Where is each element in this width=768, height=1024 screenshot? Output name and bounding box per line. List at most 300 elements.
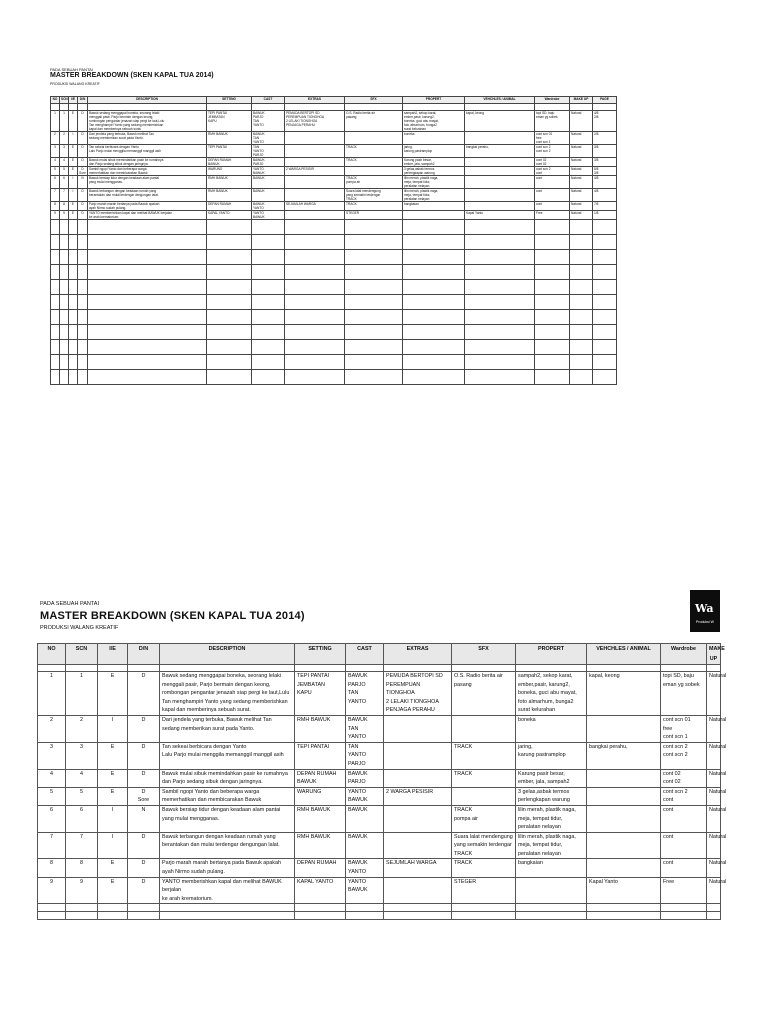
empty-cell xyxy=(570,280,593,295)
cell-sfx xyxy=(345,167,403,176)
cell-vehicles xyxy=(465,189,535,202)
empty-cell xyxy=(60,265,69,280)
empty-cell xyxy=(69,370,78,385)
column-header: CAST xyxy=(252,97,285,104)
cell-propert: sampah2, sekop karat, ember,pasir, karung2, boneka, guci abu mayat, foto almarhum, bunga2 surat kelurahan xyxy=(516,672,587,716)
empty-cell xyxy=(69,340,78,355)
cell-vehicles xyxy=(465,176,535,189)
empty-cell xyxy=(593,235,617,250)
cell-cast: BAWUK PARJO TAN YANTO xyxy=(252,111,285,132)
empty-cell xyxy=(285,370,345,385)
spacer-cell xyxy=(465,104,535,111)
empty-cell xyxy=(78,280,88,295)
empty-cell xyxy=(207,370,252,385)
cell-sfx: TRACK xyxy=(345,202,403,211)
empty-cell xyxy=(252,295,285,310)
cell-cast: YANTO BAWUK xyxy=(252,211,285,220)
empty-cell xyxy=(252,370,285,385)
empty-cell xyxy=(285,220,345,235)
spacer-cell xyxy=(66,665,98,672)
cell-wardrobe: cont scn 2 cont scn 2 xyxy=(661,742,707,769)
empty-cell xyxy=(570,325,593,340)
cell-makeup: Natural xyxy=(707,742,721,769)
cell-dn: D xyxy=(128,742,160,769)
cell-page: 5/8 3/8 xyxy=(593,167,617,176)
cell-sfx: Suara lalat mendengung yang semakin terdengar TRACK xyxy=(452,832,516,859)
empty-cell xyxy=(69,280,78,295)
column-header: NO xyxy=(38,644,66,665)
cell-ie: I xyxy=(98,832,128,859)
empty-cell xyxy=(88,295,207,310)
cell-extras: SEJUMLAH WARGA xyxy=(384,859,452,877)
cell-cast: BAWUK PARJO TAN YANTO xyxy=(346,672,384,716)
cell-no: 5 xyxy=(38,787,66,805)
empty-cell xyxy=(252,235,285,250)
table-row xyxy=(38,877,721,904)
cell-setting: RMH BAWUK xyxy=(207,189,252,202)
empty-cell xyxy=(51,340,60,355)
empty-cell xyxy=(570,265,593,280)
cell-wardrobe: cont 02 cont 02 xyxy=(535,158,570,167)
empty-cell xyxy=(570,370,593,385)
empty-cell xyxy=(207,250,252,265)
empty-row xyxy=(38,912,721,920)
column-header: CAST xyxy=(346,644,384,665)
empty-cell xyxy=(661,904,707,912)
spacer-cell xyxy=(384,665,452,672)
empty-cell xyxy=(403,235,465,250)
empty-cell xyxy=(535,220,570,235)
cell-dn: D xyxy=(128,832,160,859)
table-row xyxy=(51,145,617,158)
empty-cell xyxy=(69,250,78,265)
cell-wardrobe: cont scn 01 free cont scn 1 xyxy=(535,132,570,145)
empty-cell xyxy=(570,250,593,265)
empty-cell xyxy=(51,265,60,280)
empty-row xyxy=(38,904,721,912)
spacer-cell xyxy=(345,104,403,111)
logo-subtext: Produksi W xyxy=(696,620,714,624)
cell-ie: E xyxy=(98,742,128,769)
empty-cell xyxy=(403,310,465,325)
spacer-cell xyxy=(587,665,661,672)
empty-cell xyxy=(345,280,403,295)
cell-extras xyxy=(384,715,452,742)
document-title: MASTER BREAKDOWN (SKEN KAPAL TUA 2014) xyxy=(50,72,214,79)
empty-cell xyxy=(60,250,69,265)
column-header: D/N xyxy=(78,97,88,104)
cell-scn: 7 xyxy=(66,832,98,859)
empty-row xyxy=(51,235,617,250)
cell-setting: DEPAN RUMAH xyxy=(295,859,346,877)
empty-cell xyxy=(465,295,535,310)
cell-dn: D xyxy=(78,145,88,158)
empty-cell xyxy=(384,912,452,920)
cell-dn: D Sore xyxy=(128,787,160,805)
table-row xyxy=(51,111,617,132)
empty-cell xyxy=(78,295,88,310)
empty-cell xyxy=(51,325,60,340)
empty-cell xyxy=(252,280,285,295)
empty-row xyxy=(51,325,617,340)
cell-dn: D xyxy=(78,158,88,167)
empty-cell xyxy=(570,355,593,370)
cell-extras xyxy=(384,805,452,832)
cell-ie: E xyxy=(98,859,128,877)
table-row xyxy=(38,832,721,859)
cell-extras xyxy=(285,176,345,189)
cell-vehicles xyxy=(587,832,661,859)
empty-cell xyxy=(60,280,69,295)
empty-cell xyxy=(587,904,661,912)
empty-cell xyxy=(51,355,60,370)
empty-cell xyxy=(403,220,465,235)
cell-wardrobe: cont 02 cont 02 xyxy=(661,769,707,787)
cell-setting: KAPAL YANTO xyxy=(207,211,252,220)
empty-cell xyxy=(51,220,60,235)
empty-cell xyxy=(78,265,88,280)
empty-cell xyxy=(403,325,465,340)
cell-description: Tan sekeai berbicara dengan Yanto Lalu Parjo mulai menggila memanggil manggil asih xyxy=(88,145,207,158)
table-row xyxy=(51,176,617,189)
empty-cell xyxy=(69,265,78,280)
cell-no: 7 xyxy=(38,832,66,859)
cell-no: 3 xyxy=(38,742,66,769)
cell-sfx: TRACK pompa air xyxy=(345,176,403,189)
cell-page: 4/8 xyxy=(593,176,617,189)
cell-ie: E xyxy=(69,211,78,220)
spacer-cell xyxy=(295,665,346,672)
empty-cell xyxy=(403,295,465,310)
cell-dn: D xyxy=(78,189,88,202)
empty-cell xyxy=(593,310,617,325)
empty-cell xyxy=(403,280,465,295)
cell-cast: TAN YANTO PARJO xyxy=(252,145,285,158)
empty-row xyxy=(51,295,617,310)
cell-sfx: O.S. Radio berita air pasang xyxy=(452,672,516,716)
cell-extras: PEMUDA BERTOPI SD PEREMPUAN TIONGHOA 2 LELAKI TIONGHOA PENJAGA PERAHU xyxy=(285,111,345,132)
empty-cell xyxy=(51,235,60,250)
empty-cell xyxy=(252,355,285,370)
empty-cell xyxy=(51,280,60,295)
empty-cell xyxy=(38,912,66,920)
empty-cell xyxy=(535,280,570,295)
cell-extras xyxy=(384,832,452,859)
cell-setting: DEPAN RUMAH BAWUK xyxy=(207,158,252,167)
empty-cell xyxy=(60,370,69,385)
cell-ie: E xyxy=(98,787,128,805)
empty-cell xyxy=(207,265,252,280)
empty-cell xyxy=(465,280,535,295)
empty-cell xyxy=(285,355,345,370)
empty-cell xyxy=(570,220,593,235)
logo-text: Wa xyxy=(695,602,714,615)
empty-cell xyxy=(88,325,207,340)
empty-cell xyxy=(465,340,535,355)
empty-row xyxy=(51,280,617,295)
empty-cell xyxy=(403,340,465,355)
column-header: NO xyxy=(51,97,60,104)
empty-cell xyxy=(593,220,617,235)
cell-no: 9 xyxy=(38,877,66,904)
empty-cell xyxy=(207,295,252,310)
empty-cell xyxy=(345,310,403,325)
cell-cast: BAWUK xyxy=(252,176,285,189)
cell-no: 5 xyxy=(51,167,60,176)
spacer-cell xyxy=(570,104,593,111)
cell-makeup: Natural xyxy=(707,672,721,716)
empty-cell xyxy=(465,370,535,385)
empty-cell xyxy=(593,340,617,355)
empty-cell xyxy=(535,340,570,355)
empty-cell xyxy=(535,265,570,280)
empty-cell xyxy=(593,280,617,295)
empty-row xyxy=(51,265,617,280)
empty-cell xyxy=(403,265,465,280)
empty-cell xyxy=(51,295,60,310)
cell-scn: 1 xyxy=(60,111,69,132)
empty-cell xyxy=(252,340,285,355)
walang-logo xyxy=(690,590,720,632)
table-row xyxy=(38,672,721,716)
cell-extras: SEJUMLAH WARGA xyxy=(285,202,345,211)
cell-scn: 9 xyxy=(60,211,69,220)
empty-cell xyxy=(570,295,593,310)
cell-setting: RMH BAWUK xyxy=(295,832,346,859)
table-row xyxy=(51,211,617,220)
cell-scn: 6 xyxy=(60,176,69,189)
cell-sfx: STEGER xyxy=(452,877,516,904)
empty-cell xyxy=(160,904,295,912)
empty-cell xyxy=(207,340,252,355)
cell-page: 1/8 xyxy=(593,211,617,220)
empty-cell xyxy=(465,250,535,265)
cell-setting: DEPAN RUMAH xyxy=(207,202,252,211)
cell-description: Sambil ngopi Yanto dan beberapa warga memerhatikan dan membicarakan Bawuk xyxy=(88,167,207,176)
empty-cell xyxy=(535,235,570,250)
cell-description: Dari jendela yang terbuka, Bawuk melihat Tan sedang memberikan surat pada Yanto. xyxy=(88,132,207,145)
spacer-cell xyxy=(69,104,78,111)
cell-description: Bawuk bersiap tidur dengan keadaan alam pantai yang mulai mengganas. xyxy=(88,176,207,189)
cell-cast: BAWUK YANTO xyxy=(252,202,285,211)
empty-cell xyxy=(345,250,403,265)
empty-cell xyxy=(465,355,535,370)
cell-propert: bangkaian xyxy=(403,202,465,211)
cell-propert: Karung pasir besar, ember, jala, sampah2 xyxy=(516,769,587,787)
empty-cell xyxy=(295,912,346,920)
empty-cell xyxy=(285,295,345,310)
cell-extras xyxy=(285,145,345,158)
empty-cell xyxy=(285,340,345,355)
empty-row xyxy=(51,250,617,265)
cell-ie: I xyxy=(69,189,78,202)
empty-cell xyxy=(51,370,60,385)
cell-dn: D xyxy=(78,202,88,211)
cell-dn: D xyxy=(128,715,160,742)
cell-page: 2/8 xyxy=(593,132,617,145)
cell-description: Parjo marah marah bertanya pada Bawuk apakah ayah Nirmo sudah pulang. xyxy=(88,202,207,211)
empty-cell xyxy=(345,340,403,355)
cell-ie: E xyxy=(69,167,78,176)
cell-extras xyxy=(285,158,345,167)
table-row xyxy=(51,132,617,145)
cell-wardrobe: topi SD, baju eman yg sobek xyxy=(661,672,707,716)
cell-propert: 3 gelas,asbak termos perlengkapan warung xyxy=(403,167,465,176)
spacer-cell xyxy=(661,665,707,672)
cell-ie: I xyxy=(69,132,78,145)
cell-sfx: TRACK pompa air xyxy=(452,805,516,832)
spacer-cell xyxy=(593,104,617,111)
cell-wardrobe: cont xyxy=(535,202,570,211)
empty-cell xyxy=(69,235,78,250)
cell-makeup: Natural xyxy=(570,132,593,145)
empty-cell xyxy=(60,295,69,310)
empty-cell xyxy=(285,250,345,265)
cell-scn: 8 xyxy=(60,202,69,211)
empty-cell xyxy=(207,220,252,235)
table-row xyxy=(51,189,617,202)
table-row xyxy=(51,158,617,167)
column-header: PAGE xyxy=(593,97,617,104)
cell-makeup: Natural xyxy=(707,805,721,832)
cell-ie: E xyxy=(98,769,128,787)
document-page-preview xyxy=(48,60,616,470)
cell-setting: RMH BAWUK xyxy=(207,132,252,145)
cell-sfx: TRACK xyxy=(345,145,403,158)
empty-cell xyxy=(60,235,69,250)
cell-vehicles xyxy=(587,787,661,805)
empty-cell xyxy=(78,340,88,355)
column-header: SFX xyxy=(452,644,516,665)
cell-makeup: Natural xyxy=(570,176,593,189)
cell-vehicles: kapal, keong xyxy=(465,111,535,132)
empty-cell xyxy=(252,325,285,340)
cell-scn: 8 xyxy=(66,859,98,877)
table-row xyxy=(51,167,617,176)
empty-cell xyxy=(285,265,345,280)
column-header: VEHCHLES / ANIMAL xyxy=(587,644,661,665)
column-header: PROPERT xyxy=(516,644,587,665)
cell-wardrobe: cont xyxy=(661,805,707,832)
column-header: SETTING xyxy=(295,644,346,665)
cell-propert: boneka xyxy=(516,715,587,742)
cell-makeup: Natural xyxy=(570,167,593,176)
empty-cell xyxy=(66,912,98,920)
cell-wardrobe: cont scn 01 free cont scn 1 xyxy=(661,715,707,742)
cell-cast: BAWUK YANTO xyxy=(346,859,384,877)
cell-extras: PEMUDA BERTOPI SD PEREMPUAN TIONGHOA 2 LELAKI TIONGHOA PENJAGA PERAHU xyxy=(384,672,452,716)
spacer-cell xyxy=(38,665,66,672)
cell-propert: lilin merah, plastik naga, meja, tempat tidur, peralatan nelayan xyxy=(403,189,465,202)
empty-cell xyxy=(345,220,403,235)
cell-cast: BAWUK xyxy=(346,805,384,832)
cell-vehicles xyxy=(587,805,661,832)
table-row xyxy=(38,769,721,787)
cell-wardrobe: cont xyxy=(535,189,570,202)
cell-setting: TEPI PANTAI JEMBATAN KAPU xyxy=(295,672,346,716)
empty-row xyxy=(51,340,617,355)
empty-cell xyxy=(207,280,252,295)
empty-cell xyxy=(285,280,345,295)
cell-sfx: TRACK xyxy=(452,859,516,877)
empty-cell xyxy=(98,912,128,920)
empty-cell xyxy=(78,355,88,370)
cell-setting: WARUNG xyxy=(207,167,252,176)
cell-extras xyxy=(384,877,452,904)
empty-cell xyxy=(593,370,617,385)
table-row xyxy=(51,202,617,211)
cell-description: Parjo marah marah bertanya pada Bawuk apakah ayah Nirmo sudah pulang. xyxy=(160,859,295,877)
spacer-cell xyxy=(403,104,465,111)
empty-cell xyxy=(593,295,617,310)
cell-makeup: Natural xyxy=(570,202,593,211)
empty-cell xyxy=(252,310,285,325)
empty-cell xyxy=(60,220,69,235)
empty-cell xyxy=(346,912,384,920)
cell-makeup: Natural xyxy=(707,715,721,742)
empty-row xyxy=(51,310,617,325)
cell-dn: D xyxy=(128,672,160,716)
column-header: I/E xyxy=(98,644,128,665)
cell-extras xyxy=(285,211,345,220)
cell-scn: 2 xyxy=(60,132,69,145)
cell-propert: lilin merah, plastik naga, meja, tempat tidur, peralatan nelayan xyxy=(403,176,465,189)
cell-vehicles: Kapal Yanto xyxy=(587,877,661,904)
cell-setting: RMH BAWUK xyxy=(295,715,346,742)
cell-sfx xyxy=(452,715,516,742)
cell-scn: 7 xyxy=(60,189,69,202)
cell-propert: lilin merah, plastik naga, meja, tempat tidur, peralatan nelayan xyxy=(516,832,587,859)
cell-wardrobe: Free xyxy=(661,877,707,904)
spacer-cell xyxy=(60,104,69,111)
cell-description: Bawuk mulai sibuk memindahkan pasir ke rumahnya dan Parjo sedang sibuk dengan jaringnya. xyxy=(88,158,207,167)
empty-cell xyxy=(128,904,160,912)
empty-row xyxy=(51,370,617,385)
cell-vehicles xyxy=(587,715,661,742)
cell-no: 4 xyxy=(38,769,66,787)
empty-cell xyxy=(465,310,535,325)
cell-no: 8 xyxy=(38,859,66,877)
spacer-cell xyxy=(516,665,587,672)
cell-propert xyxy=(516,877,587,904)
cell-vehicles xyxy=(465,167,535,176)
cell-description: YANTO memberishkan kapal dan melihat BAWUK berjalan ke arah krematorium. xyxy=(160,877,295,904)
cell-makeup: Natural xyxy=(570,145,593,158)
empty-cell xyxy=(78,220,88,235)
spacer-cell xyxy=(78,104,88,111)
column-header: EXTRAS xyxy=(285,97,345,104)
cell-makeup: Natural xyxy=(570,158,593,167)
cell-no: 3 xyxy=(51,145,60,158)
cell-cast: YANTO BAWUK xyxy=(346,877,384,904)
cell-scn: 4 xyxy=(60,158,69,167)
spacer-cell xyxy=(160,665,295,672)
empty-cell xyxy=(69,355,78,370)
empty-cell xyxy=(587,912,661,920)
cell-scn: 3 xyxy=(60,145,69,158)
cell-setting: RMH BAWUK xyxy=(295,805,346,832)
cell-propert: sampah2, sekop karat, ember,pasir, karung2, boneka, guci abu mayat, foto almarhum, bunga2 surat kelurahan xyxy=(403,111,465,132)
breakdown-table xyxy=(50,96,617,385)
table-row xyxy=(38,805,721,832)
cell-cast: BAWUK xyxy=(346,832,384,859)
empty-cell xyxy=(160,912,295,920)
cell-ie: E xyxy=(98,672,128,716)
empty-cell xyxy=(535,310,570,325)
cell-scn: 1 xyxy=(66,672,98,716)
empty-cell xyxy=(570,310,593,325)
empty-cell xyxy=(403,355,465,370)
